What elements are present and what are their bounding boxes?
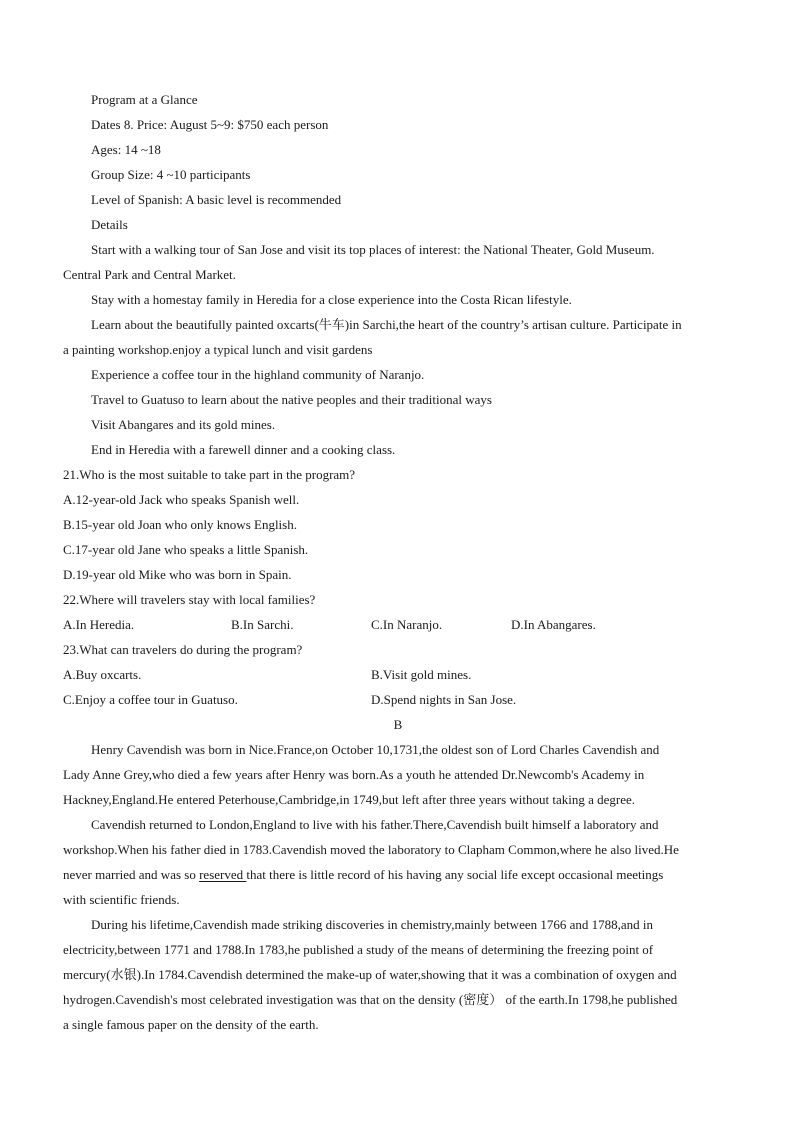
program-ages: Ages: 14 ~18: [91, 142, 161, 157]
q21-option-c: C.17-year old Jane who speaks a little Spanish.: [63, 542, 309, 557]
passage-b-p1-line3: Hackney,England.He entered Peterhouse,Cambridge,in 1749,but left after three years without taking a degree.: [63, 792, 636, 807]
underlined-word-reserved: reserved: [199, 867, 247, 882]
program-group-size: Group Size: 4 ~10 participants: [91, 167, 251, 182]
detail-abangares: Visit Abangares and its gold mines.: [91, 417, 276, 432]
q21-option-b: B.15-year old Joan who only knows English.: [63, 517, 297, 532]
q23-options-row1: [63, 662, 733, 687]
detail-guatuso: Travel to Guatuso to learn about the native peoples and their traditional ways: [91, 392, 492, 407]
q22-options-row: [63, 612, 733, 637]
passage-b-p3-line3: mercury(水银).In 1784.Cavendish determined the make-up of water,showing that it was a combination of oxygen and: [63, 967, 677, 982]
q23-option-b: B.Visit gold mines.: [371, 667, 472, 682]
program-glance-title: Program at a Glance: [91, 92, 198, 107]
detail-heredia-end: End in Heredia with a farewell dinner and a cooking class.: [91, 442, 396, 457]
passage-b-p2-line4: with scientific friends.: [63, 892, 180, 907]
passage-b-p3-line2: electricity,between 1771 and 1788.In 1783,he published a study of the means of determining the freezing point of: [63, 942, 654, 957]
p2-line3-post: that there is little record of his having any social life except occasional meetings: [246, 867, 664, 882]
passage-b-p3-line4: hydrogen.Cavendish's most celebrated investigation was that on the density (密度） of the earth.In 1798,he published: [63, 992, 678, 1007]
details-title: Details: [91, 217, 128, 232]
detail-oxcarts-line1: Learn about the beautifully painted oxcarts(牛车)in Sarchi,the heart of the country’s artisan culture. Participate in: [91, 317, 682, 332]
program-spanish-level: Level of Spanish: A basic level is recommended: [91, 192, 342, 207]
q22-option-b: B.In Sarchi.: [231, 617, 294, 632]
passage-b-p1-line1: Henry Cavendish was born in Nice.France,on October 10,1731,the oldest son of Lord Charles Cavendish and: [91, 742, 660, 757]
q22-option-a: A.In Heredia.: [63, 617, 135, 632]
passage-b-p2-line1: Cavendish returned to London,England to live with his father.There,Cavendish built himself a laboratory and: [91, 817, 659, 832]
p2-line3-pre: never married and was so: [63, 867, 200, 882]
detail-walking-tour-line2: Central Park and Central Market.: [63, 267, 236, 282]
q23-option-a: A.Buy oxcarts.: [63, 667, 142, 682]
document-page: [63, 87, 733, 1037]
q21-stem: 21.Who is the most suitable to take part in the program?: [63, 467, 356, 482]
q23-stem: 23.What can travelers do during the program?: [63, 642, 303, 657]
detail-oxcarts-line2: a painting workshop.enjoy a typical lunch and visit gardens: [63, 342, 373, 357]
q23-options-row2: [63, 687, 733, 712]
q22-option-d: D.In Abangares.: [511, 617, 596, 632]
q22-stem: 22.Where will travelers stay with local families?: [63, 592, 316, 607]
detail-walking-tour-line1: Start with a walking tour of San Jose and visit its top places of interest: the National Theater, Gold Museum.: [91, 242, 655, 257]
passage-b-p1-line2: Lady Anne Grey,who died a few years after Henry was born.As a youth he attended Dr.Newcomb's Academy in: [63, 767, 645, 782]
q23-option-d: D.Spend nights in San Jose.: [371, 692, 517, 707]
passage-b-p2-line3: [63, 862, 733, 887]
program-dates-price: Dates 8. Price: August 5~9: $750 each person: [91, 117, 329, 132]
passage-b-heading: B: [393, 717, 403, 732]
q21-option-d: D.19-year old Mike who was born in Spain.: [63, 567, 292, 582]
passage-b-p2-line2: workshop.When his father died in 1783.Cavendish moved the laboratory to Clapham Common,where he also lived.He: [63, 842, 679, 857]
q22-option-c: C.In Naranjo.: [371, 617, 443, 632]
q21-option-a: A.12-year-old Jack who speaks Spanish well.: [63, 492, 300, 507]
passage-b-p3-line5: a single famous paper on the density of the earth.: [63, 1017, 319, 1032]
detail-coffee-tour: Experience a coffee tour in the highland community of Naranjo.: [91, 367, 425, 382]
detail-homestay: Stay with a homestay family in Heredia for a close experience into the Costa Rican lifestyle.: [91, 292, 572, 307]
passage-b-p3-line1: During his lifetime,Cavendish made striking discoveries in chemistry,mainly between 1766 and 1788,and in: [91, 917, 654, 932]
q23-option-c: C.Enjoy a coffee tour in Guatuso.: [63, 692, 238, 707]
